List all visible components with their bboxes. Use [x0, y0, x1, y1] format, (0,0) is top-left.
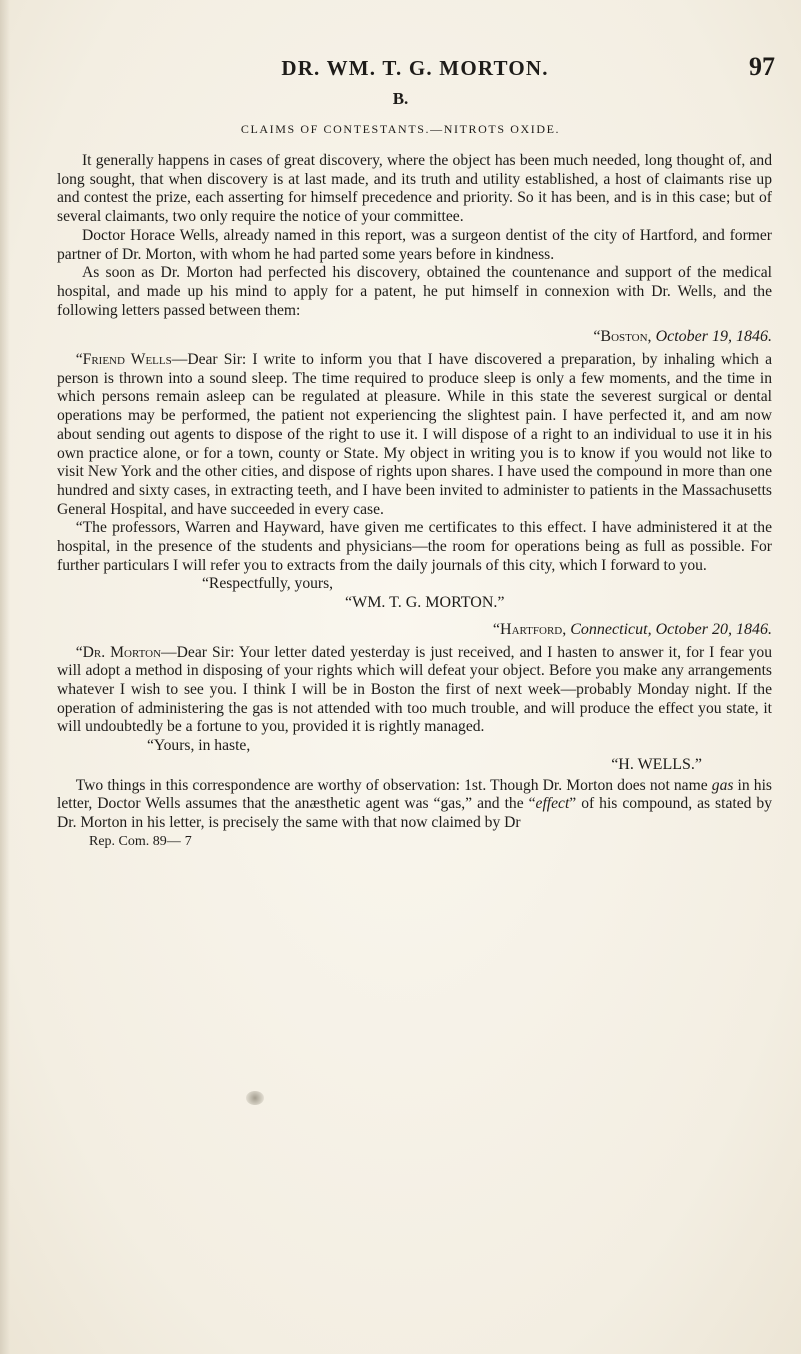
letter2-paragraph1-text: —Dear Sir: Your letter dated yesterday is just received, and I hasten to answer it, for I fear you will adopt a method in disposing of your rights which will defeat your object. Before you make any arrangements whatever I wish to see you. I think I will be in Boston the first of next week—probably Monday night. If the operation of administering the gas is not attended with too much trouble, and will produce the effect you state, it will undoubtedly be a fortune to you, provided it is rightly managed. [57, 643, 773, 736]
binding-edge [0, 0, 10, 1354]
letter2-salutation: “Dr. Morton [75, 643, 162, 661]
letter1-closing: “Respectfully, yours, [202, 575, 334, 593]
paragraph-letters-intro: As soon as Dr. Morton had perfected his discovery, obtained the countenance and support of the medical hospital, and made up his mind to apply for a patent, he put himself in connexion with Dr. Wells, and the following letters passed between them: [57, 264, 772, 319]
letter1-paragraph1 [57, 351, 772, 519]
ink-blot [246, 1091, 264, 1105]
observations-effect: effect [535, 795, 570, 813]
page-number: 97 [749, 52, 775, 81]
letter1-salutation: “Friend Wells [75, 351, 172, 369]
running-title: DR. WM. T. G. MORTON. [281, 56, 549, 80]
letter1-date: October 19, 1846. [655, 328, 772, 346]
letter2-closing: “Yours, in haste, [147, 737, 251, 755]
appendix-letter: B. [392, 89, 409, 108]
observations-text-3: ” of his compound, as stated by Dr. Morton in his letter, is precisely the same with that now claimed by Dr [57, 795, 772, 831]
letter1-paragraph1-text: —Dear Sir: I write to inform you that I have discovered a preparation, by inhaling which a person is thrown into a sound sleep. The time required to produce sleep is only a few moments, and the time in which persons remain asleep can be regulated at pleasure. While in this state the severest surgical or dental operations may be performed, the patient not experiencing the slightest pain. I have perfected it, and am now about sending out agents to dispose of the right to use it. I will dispose of a right to an individual to use it in his own practice alone, or for a town, county or State. My object in writing you is to know if you would not like to visit New York and the other cities, and dispose of rights upon shares. I have used the compound in more than one hundred and sixty cases, in extracting teeth, and I have been invited to administer to patients in the Massachusetts General Hospital, and have succeeded in every case. [57, 351, 772, 518]
paragraph-discovery-claimants: It generally happens in cases of great discovery, where the object has been much needed, long thought of, and long sought, that when discovery is at last made, and its truth and utility established, a host of claimants rise up and contest the prize, each asserting for himself precedence and priority. So it has been, and is in this case; but of several claimants, two only require the notice of your committee. [57, 152, 772, 226]
paragraph-observations [57, 777, 772, 833]
observations-text-1: Two things in this correspondence are worthy of observation: 1st. Though Dr. Morton does not name [75, 776, 712, 794]
letter1-dateline [57, 328, 772, 347]
letter2-date: Connecticut, October 20, 1846. [570, 620, 772, 638]
letter2-dateline [57, 621, 772, 640]
report-reference: Rep. Com. 89 [89, 833, 167, 849]
body-text [57, 152, 772, 851]
signature-mark: 7 [184, 833, 192, 849]
letter1-place: “Boston, [593, 328, 656, 346]
paragraph-horace-wells: Doctor Horace Wells, already named in this report, was a surgeon dentist of the city of Hartford, and former partner of Dr. Morton, with whom he had parted some years before in kindness. [57, 226, 772, 263]
letter2-place: “Hartford, [492, 620, 571, 638]
observations-text-2: in his letter, Doctor Wells assumes that the anæsthetic agent was “gas,” and the “ [57, 776, 772, 813]
observations-gas: gas [711, 776, 734, 794]
letter2-paragraph1 [57, 644, 772, 738]
section-heading: CLAIMS OF CONTESTANTS.—NITROTS OXIDE. [240, 122, 561, 136]
letter1-signature: “WM. T. G. MORTON.” [345, 594, 505, 612]
footer-reference: Rep. Com. 89— 7 [57, 833, 772, 852]
letter1-paragraph2: “The professors, Warren and Hayward, have given me certificates to this effect. I have administered it at the hospital, in the presence of the students and physicians—the room for operations being as full as possible. For further particulars I will refer you to extracts from the daily journals of this city, which I forward to you. [57, 519, 772, 574]
letter2-signature: “H. WELLS.” [611, 755, 702, 773]
running-head [55, 52, 775, 86]
